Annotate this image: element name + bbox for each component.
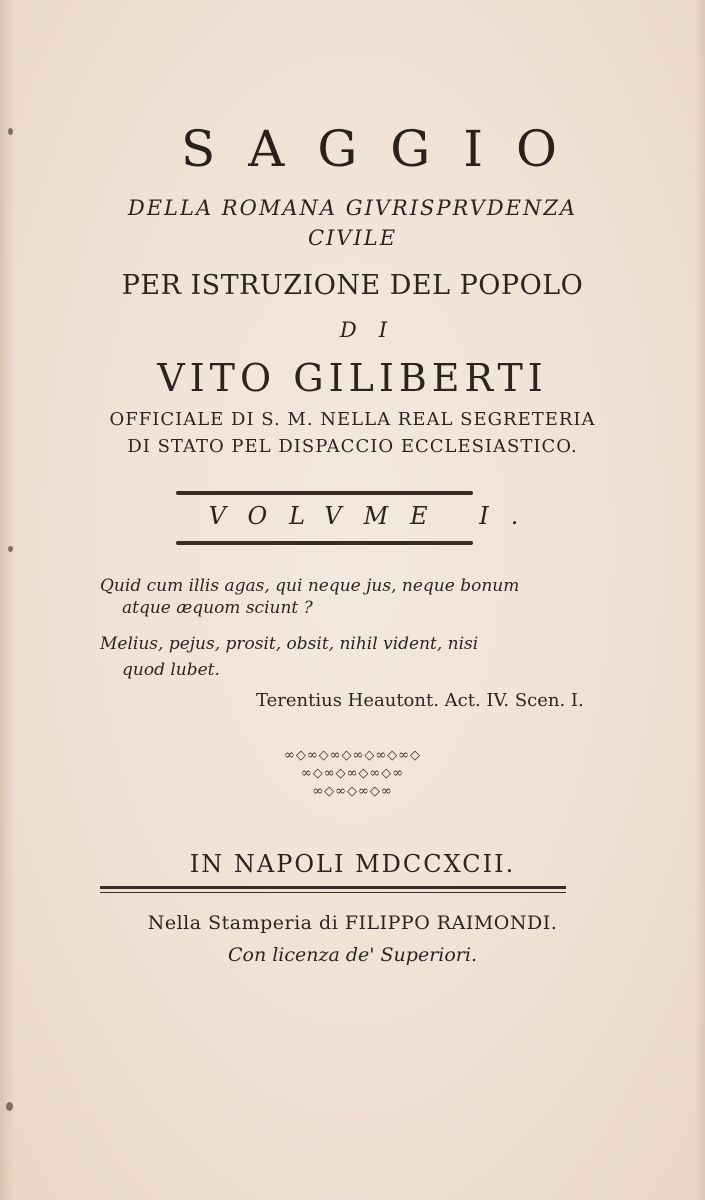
page-edge-left <box>0 0 14 1200</box>
foxing-spot <box>6 1102 13 1111</box>
author-office-line-1: OFFICIALE DI S. M. NELLA REAL SEGRETERIA <box>109 409 596 430</box>
volume-rule-top <box>176 491 473 495</box>
subtitle-line-3: PER ISTRUZIONE DEL POPOLO <box>121 270 584 301</box>
ornament-row-1: ∞◇∞◇∞◇∞◇∞◇∞◇ <box>284 748 421 763</box>
volume-label: VOLVME I. <box>208 502 541 530</box>
epigraph-attribution: Terentius Heautont. Act. IV. Scen. I. <box>256 690 584 711</box>
epigraph-line-3: Melius, pejus, prosit, obsit, nihil vident, nisi <box>100 634 479 654</box>
author-office-line-2: DI STATO PEL DISPACCIO ECCLESIASTICO. <box>127 436 578 457</box>
ornament-row-3: ∞◇∞◇∞◇∞ <box>312 784 393 799</box>
printer-line: Nella Stamperia di FILIPPO RAIMONDI. <box>147 912 558 934</box>
imprint-place-date: IN NAPOLI MDCCXCII. <box>189 850 516 878</box>
subtitle-line-1: DELLA ROMANA GIVRISPRVDENZA <box>127 196 578 220</box>
volume-rule-bottom <box>176 541 473 545</box>
epigraph-line-4: quod lubet. <box>122 660 220 680</box>
subtitle-line-2: CIVILE <box>307 226 398 250</box>
by-line: DI <box>339 318 410 342</box>
epigraph-line-2: atque æquom sciunt ? <box>122 598 313 618</box>
epigraph-line-1: Quid cum illis agas, qui neque jus, neque bonum <box>100 576 520 596</box>
author-name: VITO GILIBERTI <box>157 356 548 400</box>
ornament-row-2: ∞◇∞◇∞◇∞◇∞ <box>300 766 405 781</box>
license-line: Con licenza de' Superiori. <box>227 944 478 966</box>
book-title: SAGGIO <box>181 120 590 178</box>
imprint-double-rule <box>100 886 566 893</box>
page-edge-right <box>695 0 705 1200</box>
foxing-spot <box>8 546 13 552</box>
